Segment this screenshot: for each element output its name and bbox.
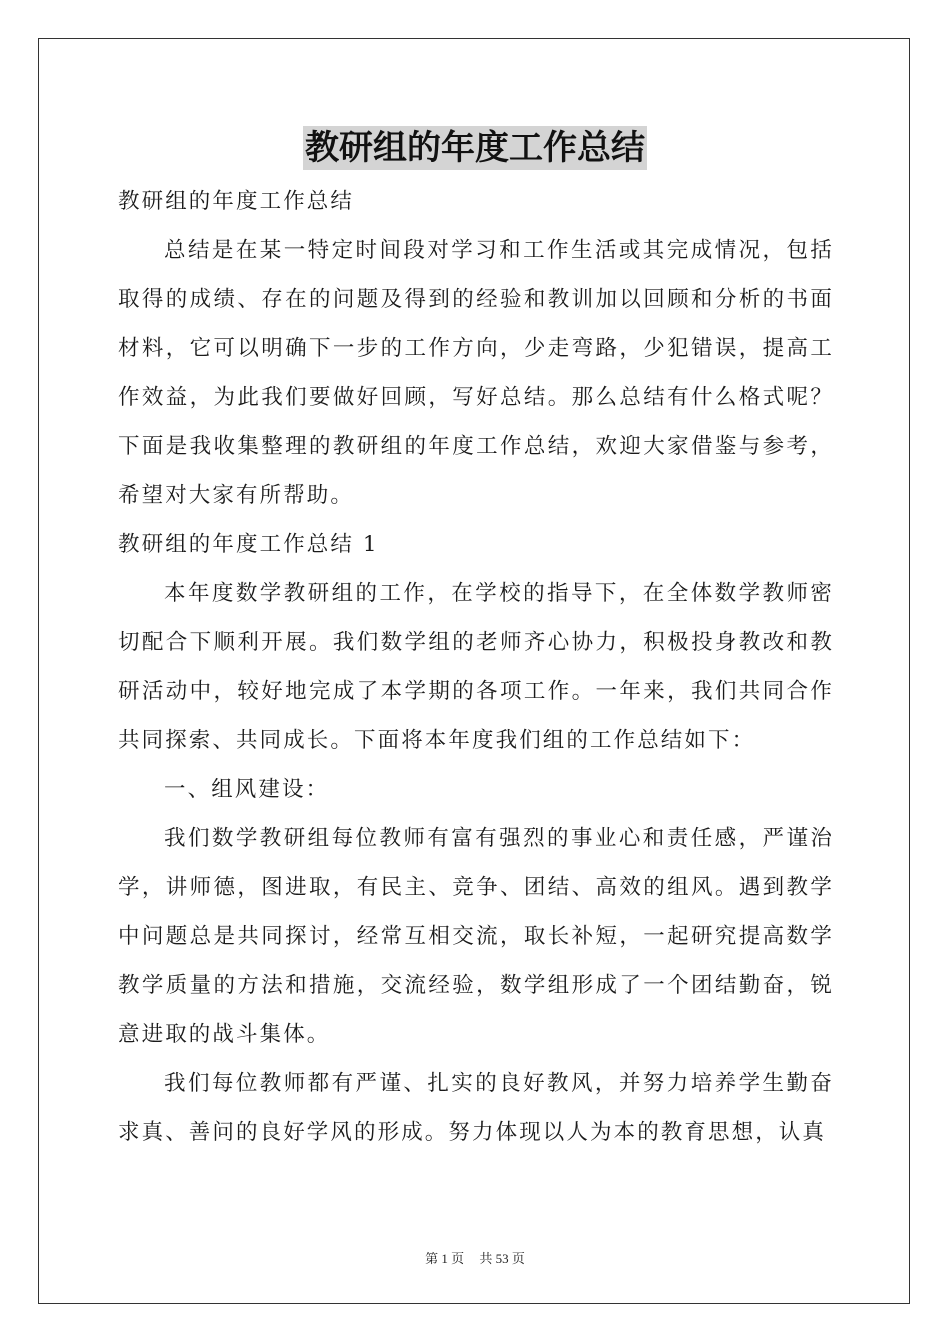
paragraph-3: 我们每位教师都有严谨、扎实的良好教风，并努力培养学生勤奋求真、善问的良好学风的形成。努力体现以人为本的教育思想，认真 (118, 1071, 834, 1145)
document-title: 教研组的年度工作总结 (305, 128, 645, 168)
page-footer (0, 1248, 950, 1267)
document-body (118, 177, 834, 1157)
paragraph-1: 本年度数学教研组的工作，在学校的指导下，在全体数学教师密切配合下顺利开展。我们数学组的老师齐心协力，积极投身教改和教研活动中，较好地完成了本学期的各项工作。一年来，我们共同合作共同探索、共同成长。下面将本年度我们组的工作总结如下： (118, 581, 834, 753)
sub-heading: 一、组风建设： (164, 777, 330, 802)
document-subtitle: 教研组的年度工作总结 (118, 189, 355, 214)
section-heading: 教研组的年度工作总结 1 (118, 532, 379, 557)
page-total: 共 53 页 (479, 1251, 525, 1266)
title-wrap (0, 126, 950, 170)
intro-paragraph: 总结是在某一特定时间段对学习和工作生活或其完成情况，包括取得的成绩、存在的问题及得到的经验和教训加以回顾和分析的书面材料，它可以明确下一步的工作方向，少走弯路，少犯错误，提高工作效益，为此我们要做好回顾，写好总结。那么总结有什么格式呢？下面是我收集整理的教研组的年度工作总结，欢迎大家借鉴与参考，希望对大家有所帮助。 (118, 238, 834, 508)
paragraph-2: 我们数学教研组每位教师有富有强烈的事业心和责任感，严谨治学，讲师德，图进取，有民主、竞争、团结、高效的组风。遇到教学中问题总是共同探讨，经常互相交流，取长补短，一起研究提高数学教学质量的方法和措施，交流经验，数学组形成了一个团结勤奋，锐意进取的战斗集体。 (118, 826, 834, 1047)
page-number: 第 1 页 (425, 1251, 465, 1266)
